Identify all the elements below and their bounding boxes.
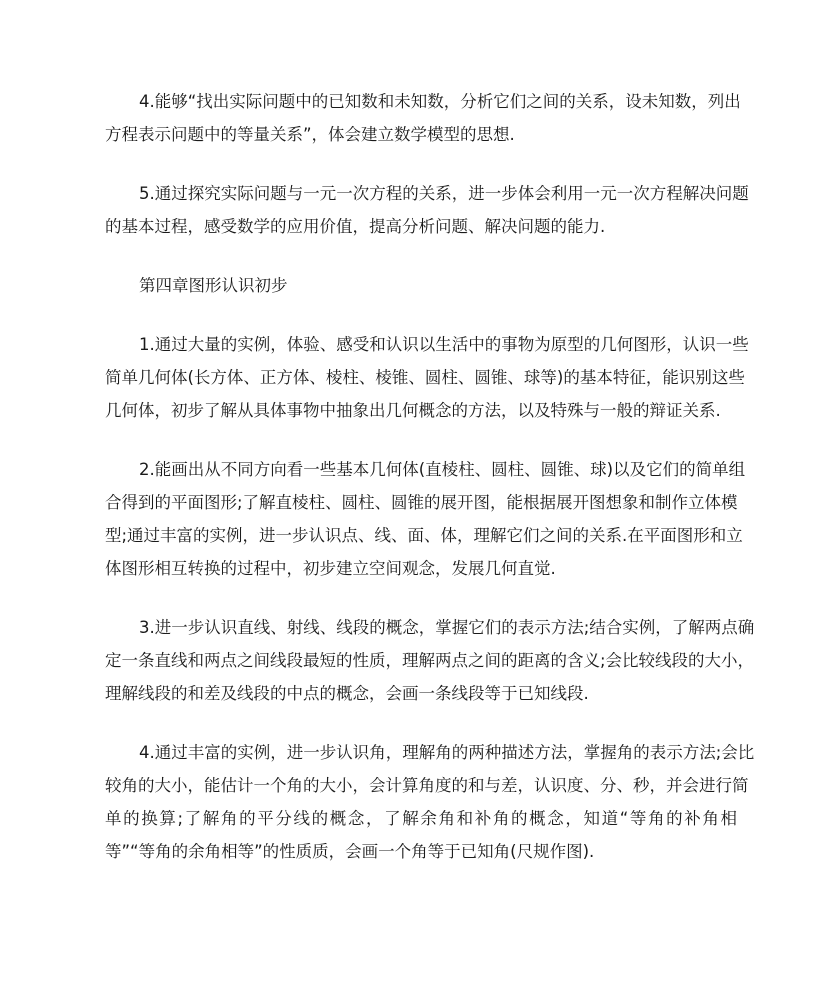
text-line: 1.通过大量的实例，体验、感受和认识以生活中的事物为原型的几何图形，认识一些 bbox=[139, 335, 749, 354]
text-line: 的基本过程，感受数学的应用价值，提高分析问题、解决问题的能力. bbox=[105, 217, 606, 236]
text-line: 2.能画出从不同方向看一些基本几何体(直棱柱、圆柱、圆锥、球)以及它们的简单组 bbox=[139, 460, 746, 479]
text-line: 第四章图形认识初步 bbox=[139, 276, 288, 295]
paragraph bbox=[105, 180, 749, 246]
text-line: 4.能够“找出实际问题中的已知数和未知数，分析它们之间的关系，设未知数，列出 bbox=[139, 92, 741, 111]
text-line: 单的换算;了解角的平分线的概念，了解余角和补角的概念，知道“等角的补角相 bbox=[105, 809, 737, 828]
paragraph bbox=[105, 456, 746, 588]
paragraph bbox=[105, 739, 755, 871]
text-line: 理解线段的和差及线段的中点的概念，会画一条线段等于已知线段. bbox=[105, 684, 589, 703]
text-line: 等”“等角的余角相等”的性质质，会画一个角等于已知角(尺规作图). bbox=[105, 842, 595, 861]
text-line: 合得到的平面图形;了解直棱柱、圆柱、圆锥的展开图，能根据展开图想象和制作立体模 bbox=[105, 493, 738, 512]
paragraph bbox=[105, 331, 749, 430]
text-line: 方程表示问题中的等量关系”，体会建立数学模型的思想. bbox=[105, 125, 515, 144]
text-line: 简单几何体(长方体、正方体、棱柱、棱锥、圆柱、圆锥、球等)的基本特征，能识别这些 bbox=[105, 368, 745, 387]
text-line: 5.通过探究实际问题与一元一次方程的关系，进一步体会利用一元一次方程解决问题 bbox=[139, 184, 749, 203]
paragraph bbox=[105, 614, 755, 713]
chapter-heading bbox=[105, 272, 737, 305]
document-page bbox=[105, 88, 755, 897]
text-line: 定一条直线和两点之间线段最短的性质，理解两点之间的距离的含义;会比较线段的大小， bbox=[105, 651, 755, 670]
text-line: 3.进一步认识直线、射线、线段的概念，掌握它们的表示方法;结合实例，了解两点确 bbox=[139, 618, 755, 637]
text-line: 几何体，初步了解从具体事物中抽象出几何概念的方法，以及特殊与一般的辩证关系. bbox=[105, 401, 721, 420]
text-line: 型;通过丰富的实例，进一步认识点、线、面、体，理解它们之间的关系.在平面图形和立 bbox=[105, 526, 743, 545]
text-line: 4.通过丰富的实例，进一步认识角，理解角的两种描述方法，掌握角的表示方法;会比 bbox=[139, 743, 755, 762]
text-line: 体图形相互转换的过程中，初步建立空间观念，发展几何直觉. bbox=[105, 559, 556, 578]
text-line: 较角的大小，能估计一个角的大小，会计算角度的和与差，认识度、分、秒，并会进行简 bbox=[105, 776, 749, 795]
paragraph bbox=[105, 88, 741, 154]
